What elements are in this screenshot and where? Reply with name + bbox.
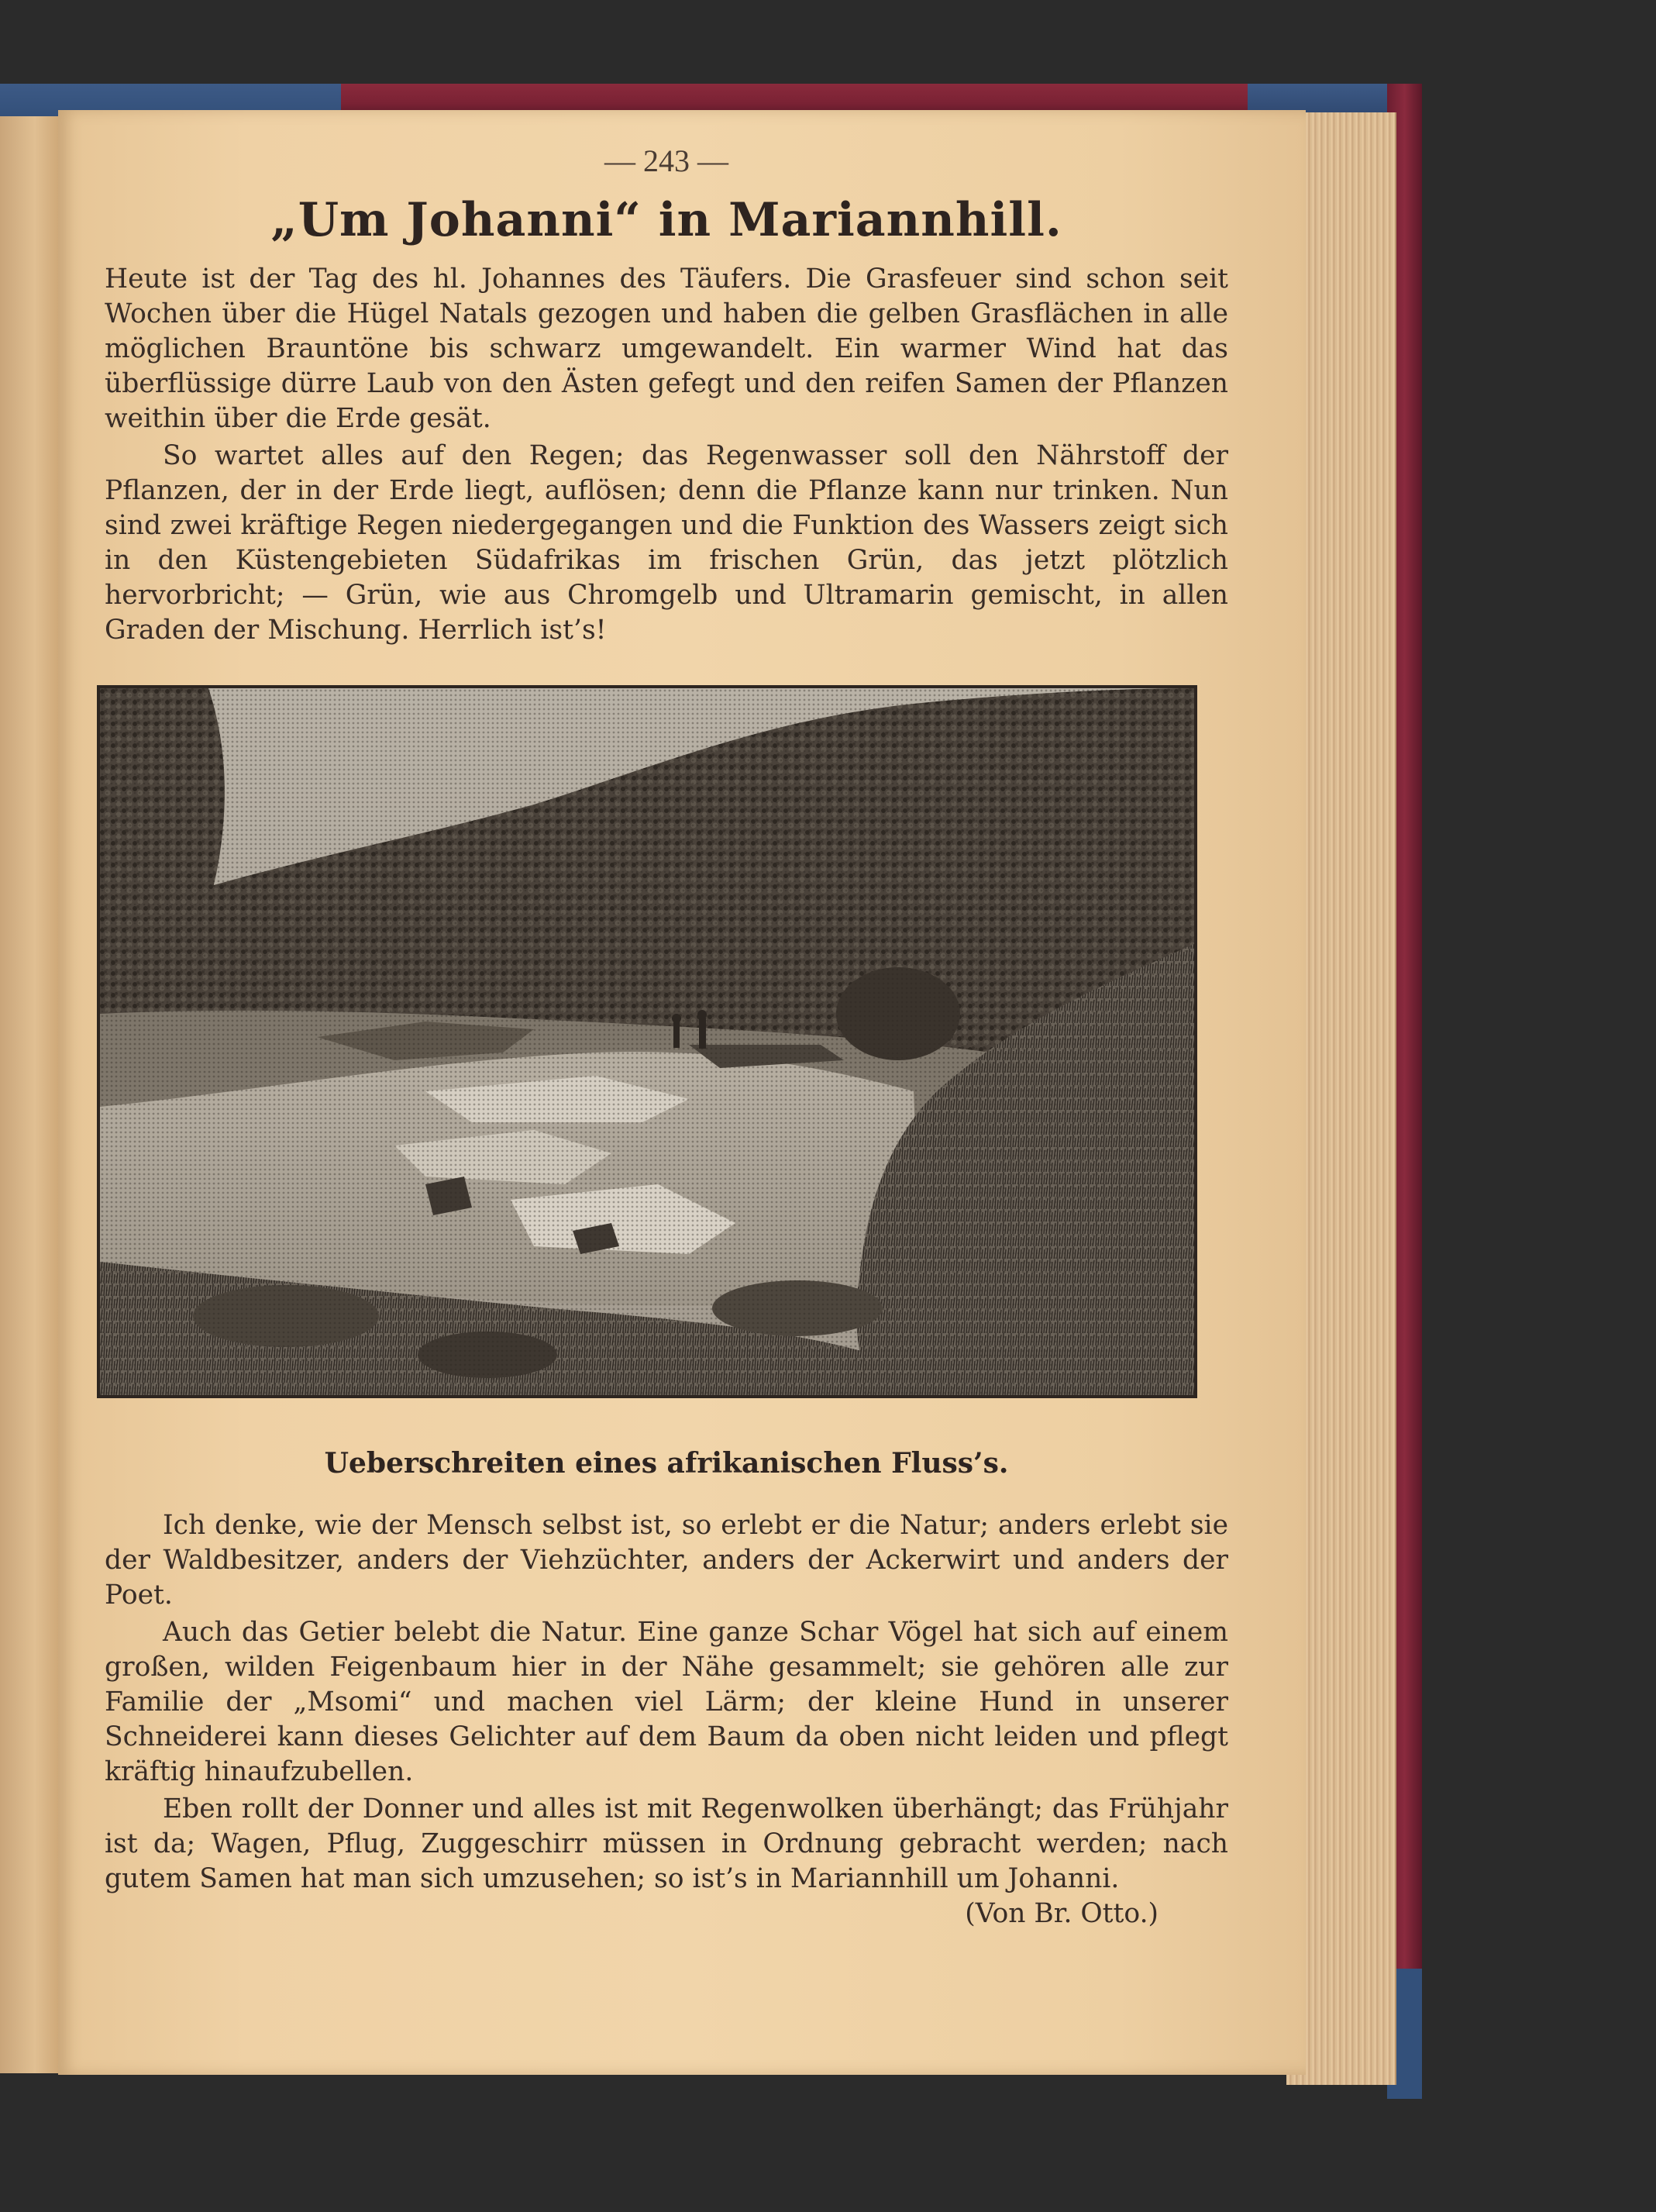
left-page-edge (0, 112, 58, 2073)
page-content (105, 141, 1228, 1931)
author-signature: (Von Br. Otto.) (965, 1898, 1159, 1929)
figure-caption: Ueberschreiten eines afrikanischen Fluss’s. (324, 1447, 1009, 1480)
page-number: — 243 — (604, 143, 728, 178)
paragraph-3: Ich denke, wie der Mensch selbst ist, so erlebt er die Natur; anders erlebt sie der Waldbesitzer, anders der Viehzüchter, anders der Ackerwirt und anders der Poet. (105, 1510, 1228, 1611)
book-page (58, 110, 1306, 2075)
river-crossing-photo (97, 685, 1197, 1398)
paragraph-5 (105, 1792, 1228, 1929)
paragraph-1: Heute ist der Tag des hl. Johannes des Täufers. Die Grasfeuer sind schon seit Wochen über die Hügel Natals gezogen und haben die gelben Grasflächen in alle möglichen Brauntöne bis schwarz umgewandelt. Ein warmer Wind hat das überflüssige dürre Laub von den Ästen gefegt und den reifen Samen der Pflanzen weithin über die Erde gesät. (105, 264, 1228, 434)
paragraph-5-text: Eben rollt der Donner und alles ist mit Regenwolken überhängt; das Frühjahr ist da; Wagen, Pflug, Zuggeschirr müssen in Ordnung gebracht werden; nach gutem Samen hat man sich umzusehen; so ist’s in Mariannhill um Johanni. (105, 1793, 1228, 1894)
photo-illustration (100, 688, 1194, 1395)
article-title: „Um Johanni“ in Mariannhill. (270, 193, 1062, 247)
paragraph-4: Auch das Getier belebt die Natur. Eine ganze Schar Vögel hat sich auf einem großen, wilden Feigenbaum hier in der Nähe gesammelt; sie gehören alle zur Familie der „Msomi“ und machen viel Lärm; der kleine Hund in unserer Schneiderei kann dieses Gelichter auf dem Baum da oben nicht leiden und pflegt kräftig hinaufzubellen. (105, 1617, 1228, 1787)
paragraph-2: So wartet alles auf den Regen; das Regenwasser soll den Nährstoff der Pflanzen, der in der Erde liegt, auflösen; denn die Pflanze kann nur trinken. Nun sind zwei kräftige Regen niedergegangen und die Funktion des Wassers zeigt sich in den Küstengebieten Südafrikas im frischen Grün, das jetzt plötzlich hervorbricht; — Grün, wie aus Chromgelb und Ultramarin gemischt, in allen Graden der Mischung. Herrlich ist’s! (105, 440, 1228, 646)
